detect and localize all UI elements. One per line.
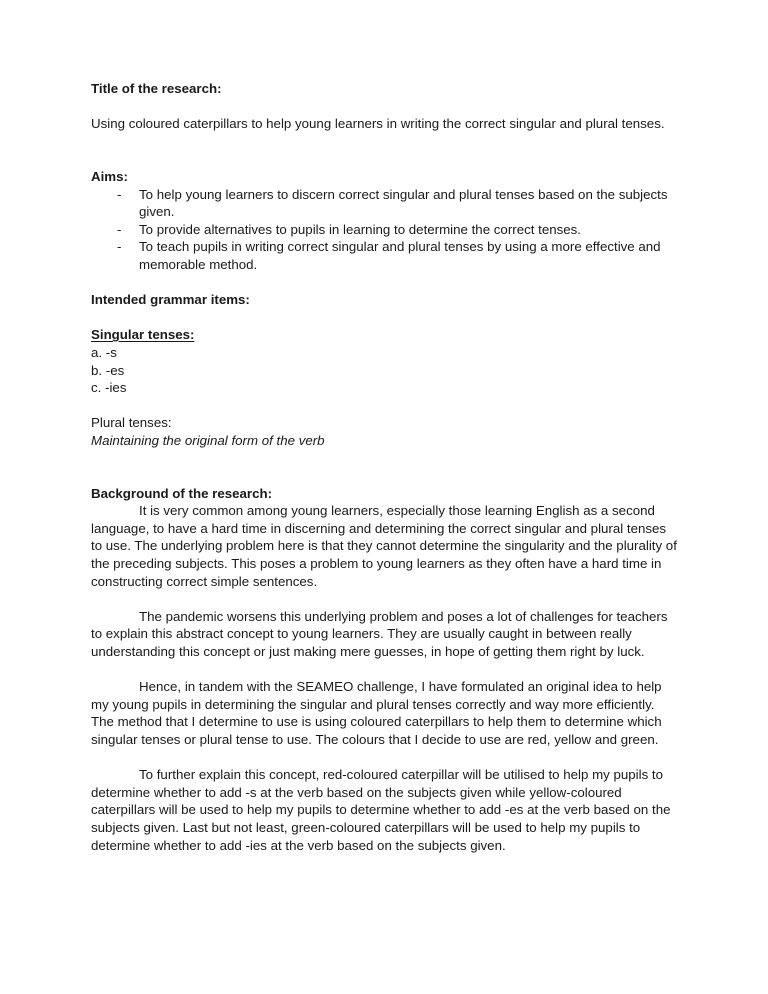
- plural-tenses-note: Maintaining the original form of the verb: [91, 432, 325, 448]
- singular-item-a: a. -s: [91, 344, 117, 360]
- bullet-dash-icon: -: [117, 186, 122, 202]
- title-text: Using coloured caterpillars to help young learners in writing the correct singular and plural tenses.: [91, 116, 665, 132]
- spacer: [91, 749, 677, 767]
- bullet-dash-icon: -: [117, 221, 122, 237]
- spacer: [91, 397, 677, 415]
- background-paragraph-4: To further explain this concept, red-coloured caterpillar will be utilised to help my pupils to determine whether to add -s at the verb based on the subjects given while yellow-coloured caterpillars will be used to help my pupils to determine whether to add -es at the verb based on the subjects given. Last but not least, green-coloured caterpillars will be used to help my pupils to determine whether to add -ies at the verb based on the subjects given.: [91, 767, 671, 853]
- background-paragraph-3: Hence, in tandem with the SEAMEO challenge, I have formulated an original idea to help my young pupils in determining the singular and plural tenses correctly and way more efficiently. The method that I determine to use is using coloured caterpillars to help them to determine which singular tenses or plural tense to use. The colours that I decide to use are red, yellow and green.: [91, 679, 662, 747]
- list-item: [91, 186, 677, 221]
- spacer: [91, 274, 677, 292]
- background-paragraph-1: It is very common among young learners, especially those learning English as a second language, to have a hard time in discerning and determining the correct singular and plural tenses to use. The underlying problem here is that they cannot determine the singularity and the plurality of the preceding subjects. This poses a problem to young learners as they often have a hard time in constructing correct simple sentences.: [91, 503, 677, 589]
- singular-item-c: c. -ies: [91, 380, 127, 396]
- list-item-text: To help young learners to discern correct singular and plural tenses based on the subjects given.: [139, 186, 668, 220]
- document-body: [91, 80, 677, 854]
- list-item: [91, 221, 677, 239]
- spacer: [91, 449, 677, 467]
- background-paragraph-2: The pandemic worsens this underlying problem and poses a lot of challenges for teachers to explain this abstract concept to young learners. They are usually caught in between really understanding this concept or just making mere guesses, in hope of getting them right by luck.: [91, 608, 668, 659]
- singular-item-b: b. -es: [91, 362, 125, 378]
- list-item-text: To teach pupils in writing correct singular and plural tenses by using a more effective and memorable method.: [139, 239, 661, 272]
- plural-tenses-heading: Plural tenses:: [91, 415, 172, 431]
- spacer: [91, 661, 677, 679]
- spacer: [91, 467, 677, 485]
- background-heading: Background of the research:: [91, 485, 273, 501]
- spacer: [91, 150, 677, 168]
- spacer: [91, 309, 677, 327]
- aims-heading: Aims:: [91, 168, 128, 184]
- spacer: [91, 98, 677, 116]
- singular-tenses-heading: Singular tenses:: [91, 327, 195, 343]
- bullet-dash-icon: -: [117, 239, 122, 255]
- spacer: [91, 133, 677, 151]
- list-item: [91, 238, 677, 273]
- spacer: [91, 590, 677, 608]
- title-heading: Title of the research:: [91, 81, 222, 96]
- list-item-text: To provide alternatives to pupils in learning to determine the correct tenses.: [139, 221, 581, 237]
- grammar-items-heading: Intended grammar items:: [91, 292, 250, 308]
- aims-list: [91, 186, 677, 274]
